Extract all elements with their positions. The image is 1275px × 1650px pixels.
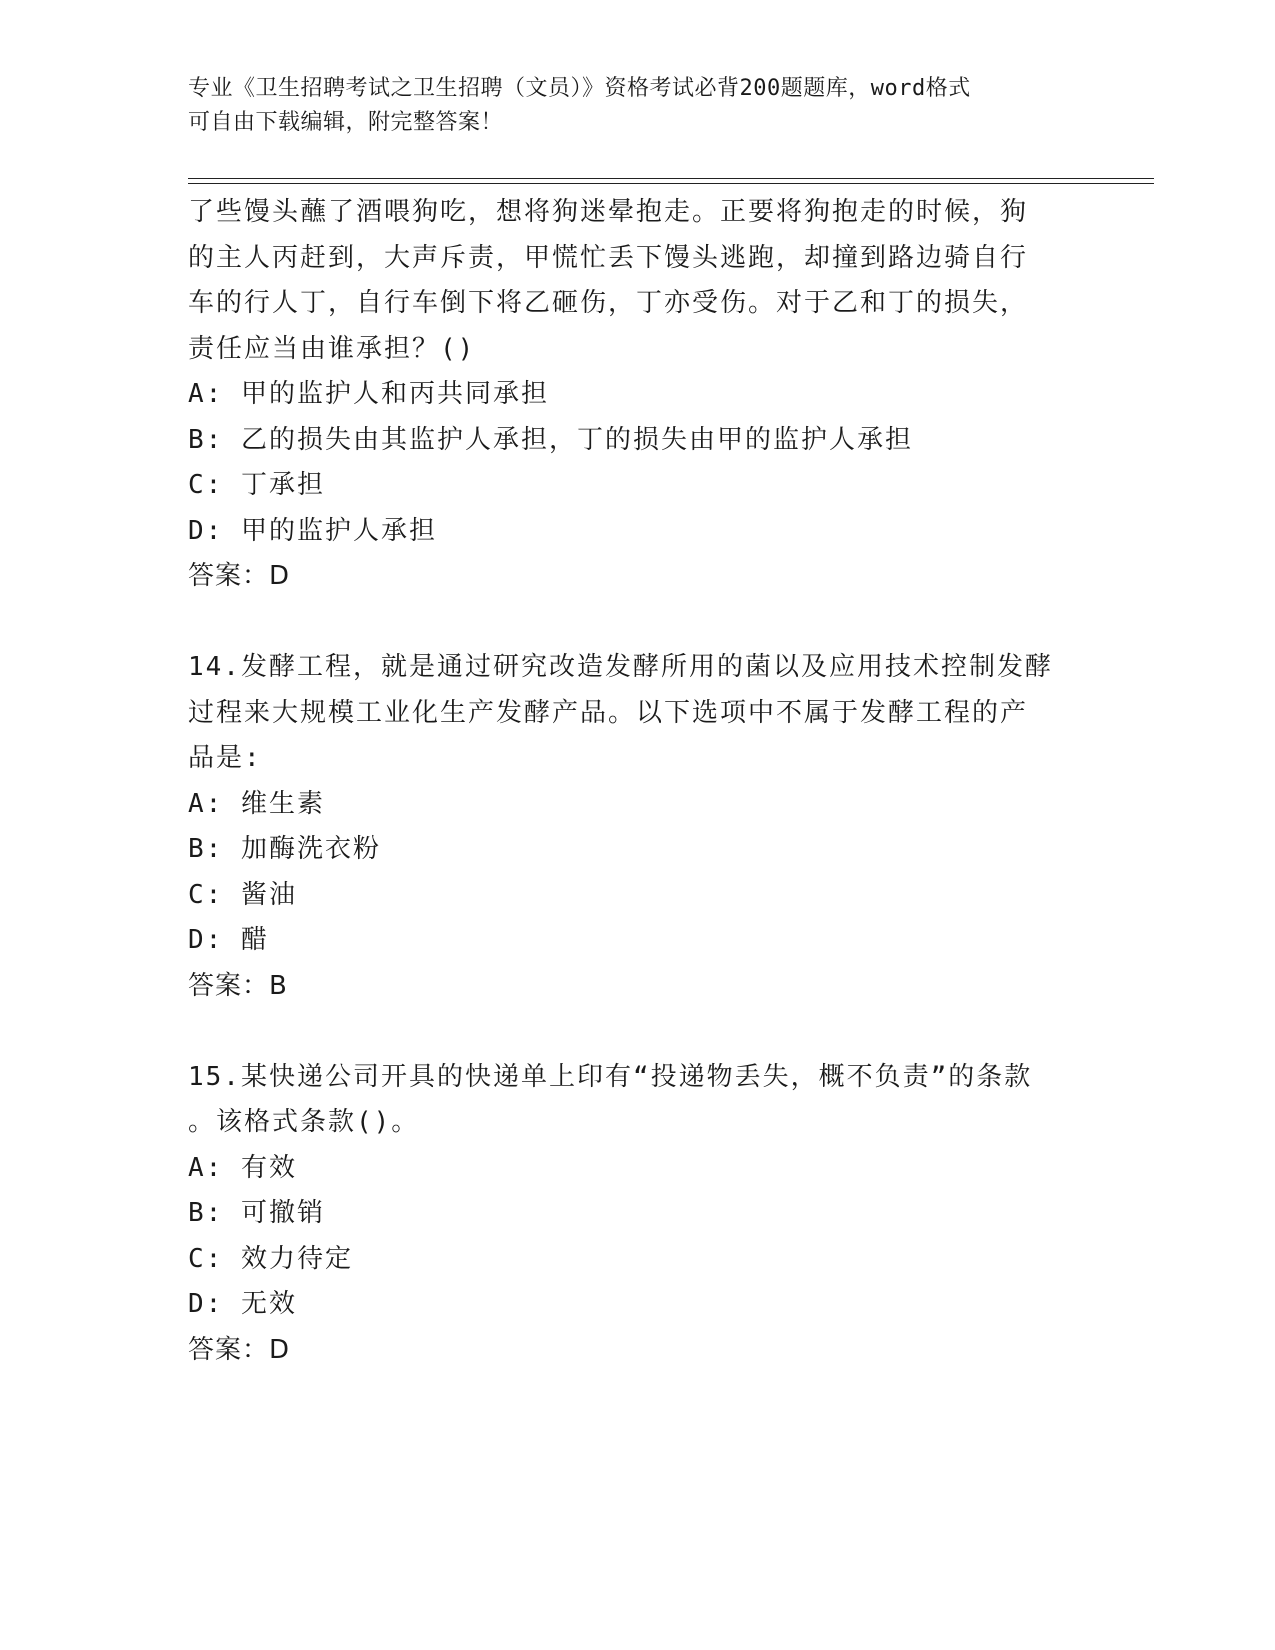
question-list xyxy=(188,190,1088,1373)
question-stem-line: 14.发酵工程，就是通过研究改造发酵所用的菌以及应用技术控制发酵 xyxy=(188,652,1053,682)
option-d: D: 甲的监护人承担 xyxy=(188,515,437,546)
header-divider-top xyxy=(188,178,1154,179)
option-a: A: 甲的监护人和丙共同承担 xyxy=(188,379,549,409)
question-stem-line: 过程来大规模工业化生产发酵产品。以下选项中不属于发酵工程的产 xyxy=(188,697,1029,728)
answer-line: 答案：D xyxy=(188,1334,291,1365)
option-a: A: 有效 xyxy=(188,1152,297,1183)
question-stem-line: 车的行人丁，自行车倒下将乙砸伤，丁亦受伤。对于乙和丁的损失， xyxy=(188,288,1029,318)
option-b: B: 可撤销 xyxy=(188,1198,325,1228)
question-gap xyxy=(188,1009,1088,1055)
question-gap xyxy=(188,600,1088,646)
question-13 xyxy=(188,190,1088,600)
option-b: B: 乙的损失由其监护人承担，丁的损失由甲的监护人承担 xyxy=(188,424,913,455)
header-title-line-2: 可自由下载编辑，附完整答案！ xyxy=(188,110,504,135)
option-d: D: 无效 xyxy=(188,1289,297,1319)
question-15 xyxy=(188,1055,1088,1374)
question-stem-line: 了些馒头蘸了酒喂狗吃，想将狗迷晕抱走。正要将狗抱走的时候，狗 xyxy=(188,197,1029,227)
header-divider-bottom xyxy=(188,183,1154,184)
option-b: B: 加酶洗衣粉 xyxy=(188,834,381,864)
option-c: C: 效力待定 xyxy=(188,1243,353,1274)
option-a: A: 维生素 xyxy=(188,788,325,819)
answer-line: 答案：D xyxy=(188,561,291,591)
question-stem-line: 的主人丙赶到，大声斥责，甲慌忙丢下馒头逃跑，却撞到路边骑自行 xyxy=(188,242,1029,273)
question-stem-line: 品是: xyxy=(188,743,262,773)
option-d: D: 醋 xyxy=(188,925,269,955)
option-c: C: 酱油 xyxy=(188,879,297,910)
header-title-line-1: 专业《卫生招聘考试之卫生招聘（文员）》资格考试必背200题题库，word格式 xyxy=(188,76,971,101)
answer-line: 答案：B xyxy=(188,970,288,1001)
document-header xyxy=(188,72,1088,140)
question-14 xyxy=(188,645,1088,1009)
question-stem-line: 。该格式条款()。 xyxy=(188,1107,420,1137)
option-c: C: 丁承担 xyxy=(188,470,325,500)
question-stem-line: 责任应当由谁承担？() xyxy=(188,333,476,364)
question-stem-line: 15.某快递公司开具的快递单上印有“投递物丢失，概不负责”的条款 xyxy=(188,1061,1033,1092)
